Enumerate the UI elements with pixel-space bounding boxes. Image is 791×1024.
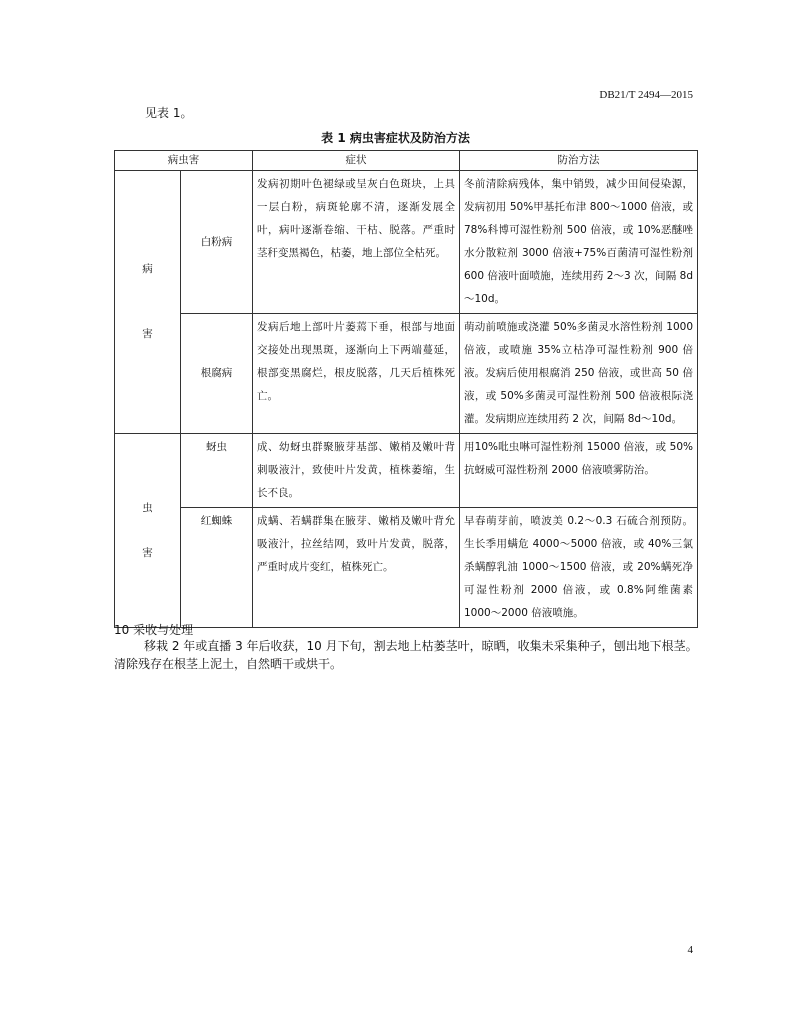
section-heading: 10 采收与处理 — [114, 623, 194, 637]
control-cell: 萌动前喷施或浇灌 50%多菌灵水溶性粉剂 1000 倍液，或喷施 35%立枯净可湿性粉剂 900 倍液。发病后使用根腐消 250 倍液，或世高 50 倍液，或 50%多菌灵可湿性粉剂 500 倍液根际浇灌。发病期应连续用药 2 次，间隔 8d～10d。 — [460, 314, 698, 434]
symptom-cell: 发病初期叶色褪绿或呈灰白色斑块，上具一层白粉，病斑轮廓不清，逐渐发展全叶，病叶逐渐卷缩、干枯、脱落。严重时茎秆变黑褐色，枯萎，地上部位全枯死。 — [253, 171, 460, 314]
table-row — [115, 508, 698, 628]
table-header-row — [115, 151, 698, 171]
intro-text: 见表 1。 — [145, 106, 193, 120]
table-row — [115, 314, 698, 434]
table-row — [115, 171, 698, 314]
header-symptom: 症状 — [253, 151, 460, 171]
pest-name: 蚜虫 — [181, 434, 253, 508]
symptom-cell: 发病后地上部叶片萎蔫下垂，根部与地面交接处出现黑斑，逐渐向上下两端蔓延，根部变黑腐烂，根皮脱落，几天后植株死亡。 — [253, 314, 460, 434]
category-insect: 虫 害 — [115, 434, 181, 628]
pest-name: 白粉病 — [181, 171, 253, 314]
control-cell: 冬前清除病残体，集中销毁，减少田间侵染源，发病初用 50%甲基托布津 800～1000 倍液，或 78%科博可湿性粉剂 500 倍液，或 10%恶醚唑水分散粒剂 3000 倍液+75%百菌清可湿性粉剂 600 倍液叶面喷施，连续用药 2～3 次，间隔 8d～10d。 — [460, 171, 698, 314]
section-paragraph: 移栽 2 年或直播 3 年后收获，10 月下旬，割去地上枯萎茎叶，晾晒，收集未采集种子，刨出地下根茎。清除残存在根茎上泥土，自然晒干或烘干。 — [114, 639, 698, 671]
header-control: 防治方法 — [460, 151, 698, 171]
pest-table — [114, 150, 698, 628]
table-title: 表 1 病虫害症状及防治方法 — [321, 131, 470, 145]
symptom-cell: 成、幼蚜虫群聚腋芽基部、嫩梢及嫩叶背刺吸液汁，致使叶片发黄，植株萎缩，生长不良。 — [253, 434, 460, 508]
pest-name: 红蜘蛛 — [181, 508, 253, 628]
symptom-cell: 成螨、若螨群集在腋芽、嫩梢及嫩叶背允吸液汁，拉丝结网，致叶片发黄，脱落，严重时成片变红，植株死亡。 — [253, 508, 460, 628]
control-cell: 早春萌芽前，喷波美 0.2～0.3 石硫合剂预防。生长季用螨危 4000～5000 倍液，或 40%三氯杀螨醇乳油 1000～1500 倍液，或 20%螨死净可湿性粉剂 2000 倍液，或 0.8%阿维菌素 1000～2000 倍液喷施。 — [460, 508, 698, 628]
control-cell: 用10%吡虫啉可湿性粉剂 15000 倍液，或 50%抗蚜威可湿性粉剂 2000 倍液喷雾防治。 — [460, 434, 698, 508]
table-row — [115, 434, 698, 508]
page-number: 4 — [687, 944, 693, 956]
category-disease: 病 害 — [115, 171, 181, 434]
document-code: DB21/T 2494—2015 — [599, 89, 693, 101]
header-pest: 病虫害 — [115, 151, 253, 171]
pest-name: 根腐病 — [181, 314, 253, 434]
